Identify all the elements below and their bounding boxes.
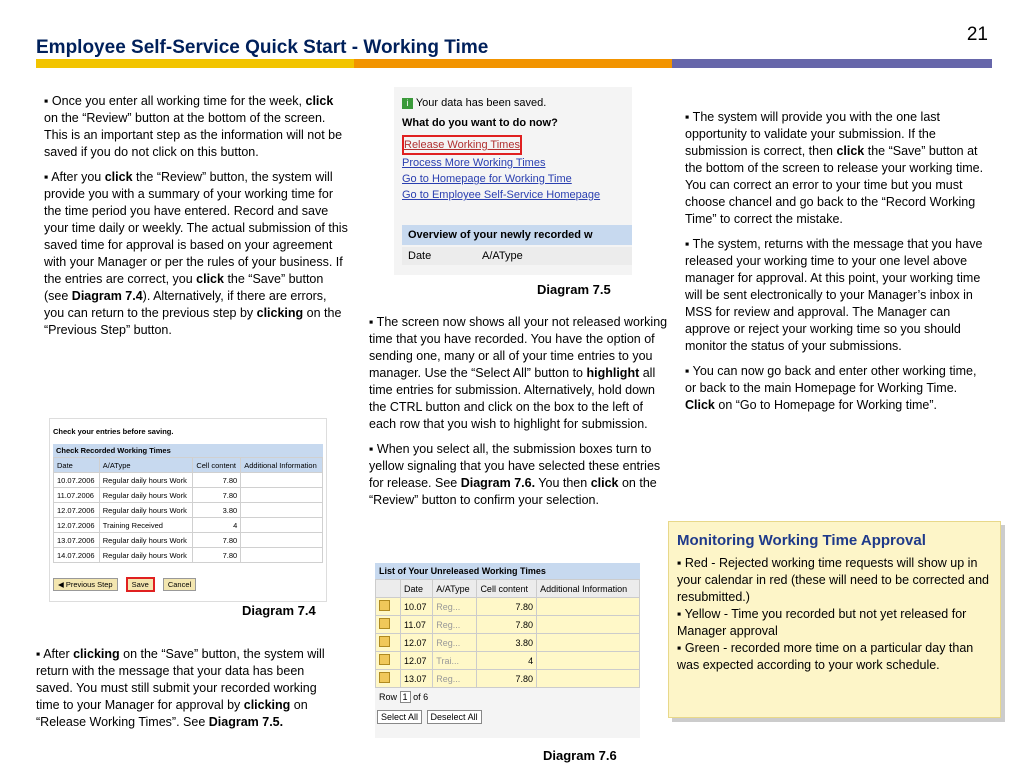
- monitoring-callout: [668, 521, 1001, 718]
- selection-buttons: [375, 706, 640, 728]
- button-row: [53, 577, 326, 592]
- paragraph: ▪ The system, returns with the message that you have released your working time to your one level above manager for approval. At this point, your working time will be sent electronically to your Manager’s inbox in MSS for review and approval. The Manager can approve or reject your working time so you should monitor the status of your submissions.: [685, 237, 983, 353]
- info-icon: i: [402, 98, 413, 109]
- check-entries-text: Check your entries before saving.: [53, 427, 174, 436]
- paragraph: ▪ The screen now shows all your not released working time that you have recorded. You have the option of sending one, many or all of your time entries to you manager. Use the “Select All” button to highlight all time entries for submission. Alternatively, hold down the CTRL button and click on the box to the left of each row that you wish to highlight for submission.: [369, 315, 668, 431]
- table-title: Check Recorded Working Times: [53, 444, 323, 457]
- page-title: Employee Self-Service Quick Start - Working Time: [36, 37, 489, 58]
- table-row: 12.07.2006 Regular daily hours Work 3.80: [54, 503, 323, 518]
- row-select-checkbox[interactable]: [379, 600, 390, 611]
- row-select-checkbox[interactable]: [379, 654, 390, 665]
- paragraph: ▪ Once you enter all working time for the week, click on the “Review” button at the bottom of the screen. This is an important step as the information will not be saved if you do not click on this button.: [44, 94, 343, 159]
- row-input[interactable]: 1: [400, 691, 411, 703]
- table-title: List of Your Unreleased Working Times: [375, 563, 640, 579]
- save-button[interactable]: Save: [126, 577, 155, 592]
- column-header: Cell content: [477, 580, 537, 598]
- column-1-text: [44, 93, 348, 347]
- column-header: Date: [54, 458, 100, 473]
- paragraph: ▪ After clicking on the “Save” button, the system will return with the message that your data has been saved. You must still submit your recorded working time to your Manager for approval by clicking on “Release Working Times”. See Diagram 7.5.: [36, 647, 325, 729]
- column-header: Date: [401, 580, 433, 598]
- diagram-7-6-screenshot: [375, 563, 640, 738]
- overview-columns: Date A/AType: [402, 247, 632, 265]
- table-row[interactable]: 13.07 Reg... 7.80: [376, 670, 640, 688]
- table-row[interactable]: 12.07 Trai... 4: [376, 652, 640, 670]
- table-row[interactable]: 12.07 Reg... 3.80: [376, 634, 640, 652]
- pager: Row 1 of 6: [379, 692, 429, 702]
- paragraph: ▪ When you select all, the submission boxes turn to yellow signaling that you have selected these entries for release. See Diagram 7.6. You then click on the “Review” button to confirm your selection.: [369, 442, 661, 507]
- table-row: 10.07.2006 Regular daily hours Work 7.80: [54, 473, 323, 488]
- row-select-checkbox[interactable]: [379, 672, 390, 683]
- paragraph: ▪ After you click the “Review” button, the system will provide you with a summary of your working time for the time period you have entered. Record and save your time daily or weekly. The actual submission of this saved time for approval is based on your agreement with your Manager or per the rules of your business. If the entries are correct, you click the “Save” button (see Diagram 7.4). Alternatively, if there are errors, you can return to the previous step by clicking on the “Previous Step” button.: [44, 170, 348, 337]
- saved-message: i Your data has been saved.: [402, 97, 632, 109]
- table-row: 11.07.2006 Regular daily hours Work 7.80: [54, 488, 323, 503]
- header-bar-orange: [354, 59, 672, 68]
- recorded-times-table: [53, 457, 323, 563]
- callout-item-red: ▪ Red - Rejected working time requests will show up in your calendar in red (these will need to be corrected and resubmitted.): [677, 556, 989, 604]
- callout-title: Monitoring Working Time Approval: [677, 532, 926, 549]
- column-header: Additional Information: [241, 458, 323, 473]
- row-select-checkbox[interactable]: [379, 618, 390, 629]
- header-bar-purple: [672, 59, 992, 68]
- column-header: Additional Information: [537, 580, 640, 598]
- process-more-working-times-link[interactable]: Process More Working Times: [402, 157, 546, 169]
- diagram-7-4-screenshot: [49, 418, 327, 602]
- row-select-checkbox[interactable]: [379, 636, 390, 647]
- column-header: A/AType: [99, 458, 193, 473]
- unreleased-times-table: [375, 579, 640, 688]
- diagram-7-4-caption: Diagram 7.4: [242, 603, 316, 618]
- previous-step-button[interactable]: ◀ Previous Step: [53, 578, 118, 591]
- table-row[interactable]: 10.07 Reg... 7.80: [376, 598, 640, 616]
- header-bar-yellow: [36, 59, 354, 68]
- select-column: [376, 580, 401, 598]
- table-row: 14.07.2006 Regular daily hours Work 7.80: [54, 548, 323, 563]
- table-row: 12.07.2006 Training Received 4: [54, 518, 323, 533]
- diagram-7-5-caption: Diagram 7.5: [537, 282, 611, 297]
- cancel-button[interactable]: Cancel: [163, 578, 196, 591]
- column-1-bottom-text: [36, 646, 342, 739]
- paragraph: ▪ The system will provide you with the one last opportunity to validate your submission. If the submission is correct, then click the “Save” button at the bottom of the screen to release your working time. You can correct an error to your time but you must choose chancel and go back to the “Record Working Time” to correct the mistake.: [685, 110, 984, 226]
- callout-item-yellow: ▪ Yellow - Time you recorded but not yet released for Manager approval: [677, 607, 967, 638]
- deselect-all-button[interactable]: Deselect All: [427, 710, 482, 724]
- release-working-times-link[interactable]: Release Working Times: [402, 135, 522, 155]
- question-text: What do you want to do now?: [402, 117, 558, 129]
- table-row[interactable]: 11.07 Reg... 7.80: [376, 616, 640, 634]
- page-number: 21: [966, 24, 988, 45]
- ess-homepage-link[interactable]: Go to Employee Self-Service Homepage: [402, 189, 601, 201]
- homepage-working-time-link[interactable]: Go to Homepage for Working Time: [402, 173, 572, 185]
- column-2-text: [369, 314, 669, 517]
- column-header: Cell content: [193, 458, 241, 473]
- diagram-7-5-screenshot: [394, 87, 632, 275]
- column-3-text: [685, 109, 987, 422]
- overview-header: Overview of your newly recorded w: [402, 225, 632, 245]
- select-all-button[interactable]: Select All: [377, 710, 422, 724]
- callout-item-green: ▪ Green - recorded more time on a particular day than was expected according to your work schedule.: [677, 641, 974, 672]
- table-row: 13.07.2006 Regular daily hours Work 7.80: [54, 533, 323, 548]
- column-header: A/AType: [433, 580, 477, 598]
- diagram-7-6-caption: Diagram 7.6: [543, 748, 617, 763]
- paragraph: ▪ You can now go back and enter other working time, or back to the main Homepage for Working Time. Click on “Go to Homepage for Working time”.: [685, 364, 977, 412]
